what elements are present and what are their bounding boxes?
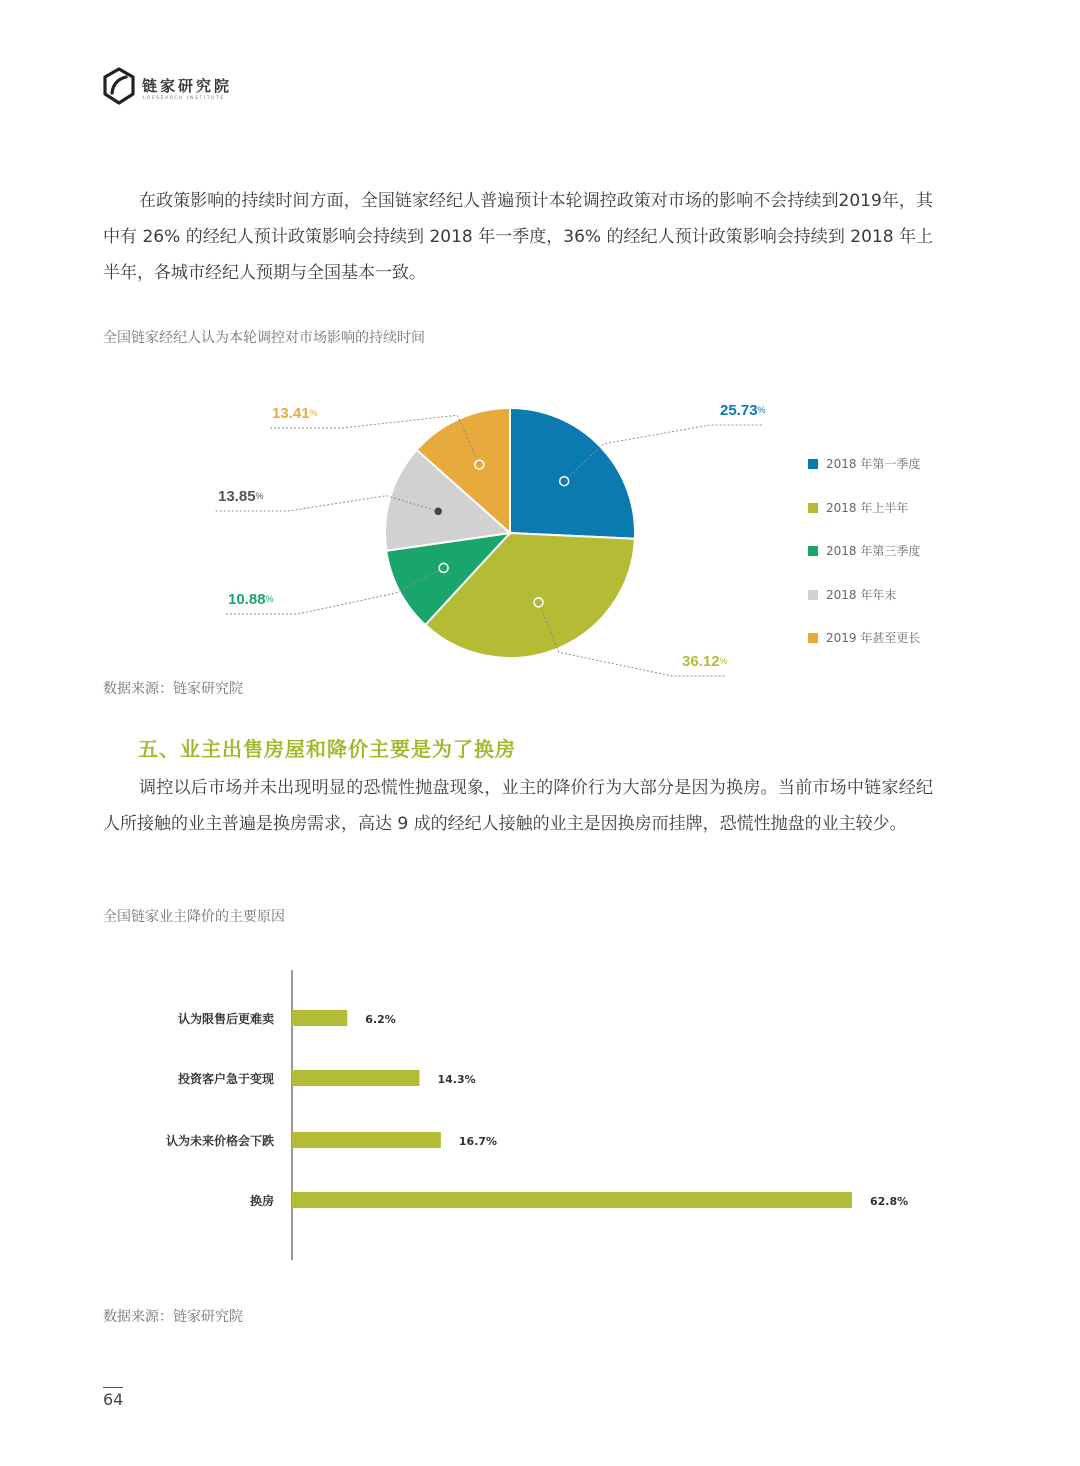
legend-item — [808, 629, 1008, 673]
pie-value-unit: % — [309, 408, 318, 418]
brand-name: 链家研究院 — [142, 77, 233, 95]
legend-label: 2018 年第一季度 — [826, 457, 921, 471]
price-cut-reasons-bar-chart — [150, 960, 950, 1270]
bar-category-label: 换房 — [249, 1194, 274, 1208]
page-number-rule — [103, 1387, 123, 1388]
duration-pie-chart — [200, 380, 766, 680]
brand-mark-icon — [100, 66, 138, 106]
legend-item — [808, 499, 1008, 543]
intro-paragraph: 在政策影响的持续时间方面，全国链家经纪人普遍预计本轮调控政策对市场的影响不会持续到2019年，其中有 26% 的经纪人预计政策影响会持续到 2018 年一季度，36% 的经纪人预计政策影响会持续到 2018 年上半年，各城市经纪人预期与全国基本一致。 — [103, 191, 933, 283]
legend-swatch — [808, 503, 818, 513]
pie-value-label: 25.73% — [720, 402, 766, 419]
legend-swatch — [808, 459, 818, 469]
section-paragraph: 调控以后市场并未出现明显的恐慌性抛盘现象，业主的降价行为大部分是因为换房。当前市场中链家经纪人所接触的业主普遍是换房需求，高达 9 成的经纪人接触的业主是因换房而挂牌，恐慌性抛盘的业主较少。 — [103, 778, 933, 834]
pie-value-unit: % — [265, 594, 274, 604]
legend-swatch — [808, 590, 818, 600]
pie-value-unit: % — [719, 656, 728, 666]
legend-swatch — [808, 546, 818, 556]
pie-slice-marker — [434, 507, 443, 516]
bar — [292, 1010, 347, 1026]
legend-label: 2018 年第三季度 — [826, 544, 921, 558]
bar — [292, 1192, 852, 1208]
bar-category-label: 认为限售后更难卖 — [177, 1012, 274, 1026]
bar-value-label: 6.2% — [365, 1013, 396, 1026]
pie-chart-caption: 全国链家经纪人认为本轮调控对市场影响的持续时间 — [103, 330, 425, 346]
bar — [292, 1132, 441, 1148]
bar-data-source: 数据来源：链家研究院 — [103, 1309, 243, 1325]
legend-label: 2018 年上半年 — [826, 500, 909, 515]
bar — [292, 1070, 420, 1086]
page-number: 64 — [103, 1390, 124, 1409]
bar-value-label: 14.3% — [437, 1073, 476, 1086]
pie-value-unit: % — [757, 405, 766, 415]
pie-legend — [808, 455, 1008, 673]
section-heading: 五、业主出售房屋和降价主要是为了换房 — [138, 737, 516, 761]
legend-item — [808, 542, 1008, 586]
pie-value-label: 13.85% — [218, 488, 264, 505]
bar-value-label: 16.7% — [458, 1135, 498, 1148]
legend-swatch — [808, 633, 818, 643]
legend-item — [808, 455, 1008, 499]
pie-value-unit: % — [255, 491, 264, 501]
legend-item — [808, 586, 1008, 630]
legend-label: 2018 年年末 — [826, 587, 897, 602]
pie-value-label: 36.12% — [682, 653, 728, 670]
bar-chart-caption: 全国链家业主降价的主要原因 — [103, 909, 285, 925]
pie-slice — [510, 408, 635, 539]
legend-label: 2019 年甚至更长 — [826, 631, 921, 645]
brand-logo — [100, 66, 260, 108]
bar-value-label: 62.8% — [870, 1195, 909, 1208]
brand-subtitle: LRESEARCH INSTITUTE — [143, 96, 225, 101]
pie-value-label: 13.41% — [272, 405, 318, 422]
bar-category-label: 投资客户急于变现 — [177, 1072, 274, 1086]
pie-value-label: 10.88% — [228, 591, 274, 608]
pie-data-source: 数据来源：链家研究院 — [103, 681, 243, 697]
bar-category-label: 认为未来价格会下跌 — [165, 1134, 274, 1148]
